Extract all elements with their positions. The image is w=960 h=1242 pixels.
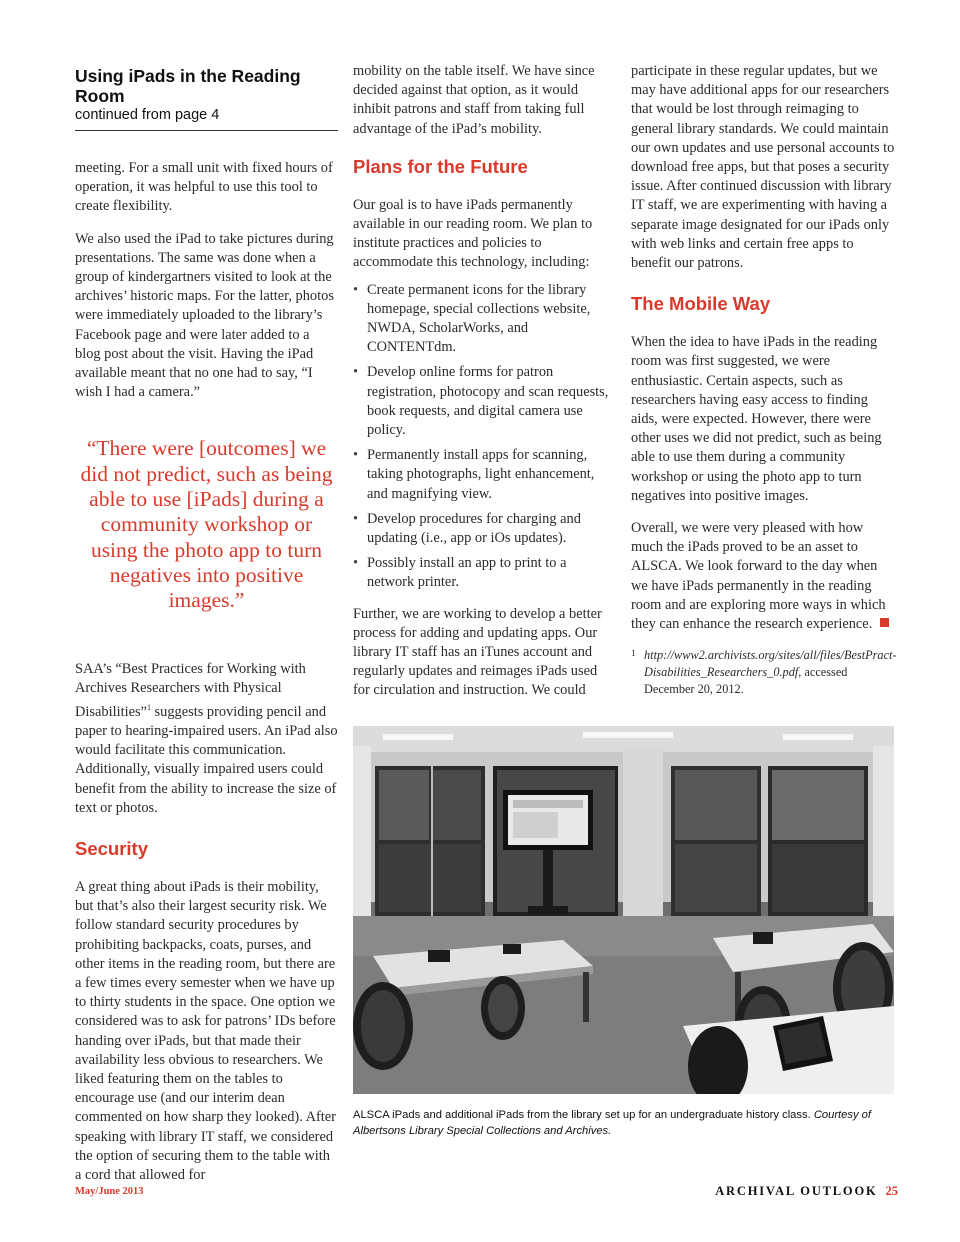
footer-publication	[715, 1184, 898, 1199]
footnote	[631, 647, 897, 698]
bullet-list	[353, 281, 611, 593]
end-of-article-mark	[880, 618, 889, 627]
paragraph-text: suggests providing pencil and paper to hearing-impaired users. An iPad also would facilitate this communication. Additionally, visually impaired users could benefit from the ability to increase the size of text or photos.	[75, 703, 338, 816]
paragraph: Further, we are working to develop a better process for adding and updating apps. Our library IT staff has an iTunes account and regularly updates and reimages iPads used for circulation and instruction. We could	[353, 605, 602, 699]
reading-room-photo	[353, 726, 894, 1094]
list-item: • Develop procedures for charging and updating (i.e., app or iOs updates).	[353, 510, 611, 548]
paragraph-text: Overall, we were very pleased with how much the iPads proved to be an asset to ALSCA. We look forward to the day when we have iPads permanently in the reading room and are exploring more ways in which they can enhance the research experience.	[631, 520, 886, 633]
footnote-text: , accessed December 20, 2012.	[644, 665, 848, 697]
issue-date: May/June 2013	[75, 1186, 144, 1197]
footnote-url: http://www2.archivists.org/sites/all/files/BestPract-Disabilities_Researchers_0.pdf	[644, 648, 897, 680]
paragraph: participate in these regular updates, but we may have additional apps for our researchers that would be lost through reimaging to general library standards. We could maintain our own updates and use personal accounts to download free apps, but that poses a security issue. After continued discussion with library IT staff, we are experimenting with having a separate image designated for our iPads only with web links and certain free apps to benefit our patrons.	[631, 63, 895, 272]
caption-credit: Courtesy of Albertsons Library Special Collections and Archives.	[353, 1109, 872, 1137]
list-item: • Create permanent icons for the library homepage, special collections website, NWDA, ScholarWorks, and CONTENTdm.	[353, 281, 611, 358]
list-item: • Permanently install apps for scanning, taking photographs, light enhancement, and magnifying view.	[353, 446, 611, 504]
section-heading-mobile: The Mobile Way	[631, 293, 771, 315]
page-number: 25	[885, 1184, 898, 1198]
list-item: • Possibly install an app to print to a network printer.	[353, 554, 611, 592]
column-middle	[353, 62, 611, 714]
paragraph: Our goal is to have iPads permanently available in our reading room. We plan to institute practices and policies to accommodate this technology, including:	[353, 196, 593, 271]
column-left	[75, 62, 338, 1198]
caption-text: ALSCA iPads and additional iPads from the library set up for an undergraduate history class.	[353, 1109, 814, 1121]
paragraph	[75, 660, 338, 818]
section-heading-security: Security	[75, 837, 149, 859]
column-right	[631, 62, 897, 698]
pull-quote: “There were [outcomes] we did not predict, such as being able to use [iPads] during a community workshop or using the photo app to turn negatives into positive images.”	[80, 436, 333, 613]
publication-name: ARCHIVAL OUTLOOK	[715, 1184, 878, 1198]
paragraph: When the idea to have iPads in the reading room was first suggested, we were enthusiastic. Certain aspects, such as researchers having easy access to finding aids, were expected. However, there were other uses we did not predict, such as being able to use them during a community workshop or using the photo app to turn negatives into positive images.	[631, 334, 882, 504]
section-heading-plans: Plans for the Future	[353, 155, 528, 177]
paragraph: We also used the iPad to take pictures during presentations. The same was done when a group of kindergartners visited to look at the archives’ historic maps. For the latter, photos were immediately uploaded to the library’s Facebook page and were later added to a blog post about the visit. Having the iPad available meant that no one had to say, “I wish I had a camera.”	[75, 230, 334, 401]
footnote-ref: 1	[146, 702, 151, 712]
paragraph	[631, 519, 897, 634]
footnote-number: 1	[631, 648, 636, 659]
list-item: • Develop online forms for patron registration, photocopy and scan requests, book requests, and digital camera use policy.	[353, 363, 611, 440]
article-title: Using iPads in the Reading Room	[75, 66, 301, 106]
paragraph: meeting. For a small unit with fixed hours of operation, it was helpful to use this tool to create flexibility.	[75, 160, 333, 215]
paragraph: A great thing about iPads is their mobility, but that’s also their largest security risk. We follow standard security procedures by prohibiting backpacks, coats, purses, and other items in the reading room, but there are a few times every semester when we have up to thirty students in the space. One option we considered was to ask for patrons’ IDs before handing over iPads, but that made their availability less obvious to researchers. We liked featuring them on the tables to encourage use (and our interim dean commented on how sharp they looked). After speaking with library IT staff, we considered the option of securing them to the table with a cord that allowed for	[75, 878, 336, 1183]
continued-from-label: continued from page 4	[75, 106, 338, 131]
paragraph-text: SAA’s “Best Practices for Working with Archives Researchers with Physical Disabilities”	[75, 660, 306, 720]
photo-caption	[353, 1107, 898, 1139]
paragraph: mobility on the table itself. We have since decided against that option, as it would inhibit patrons and staff from taking full advantage of the iPad’s mobility.	[353, 63, 595, 137]
